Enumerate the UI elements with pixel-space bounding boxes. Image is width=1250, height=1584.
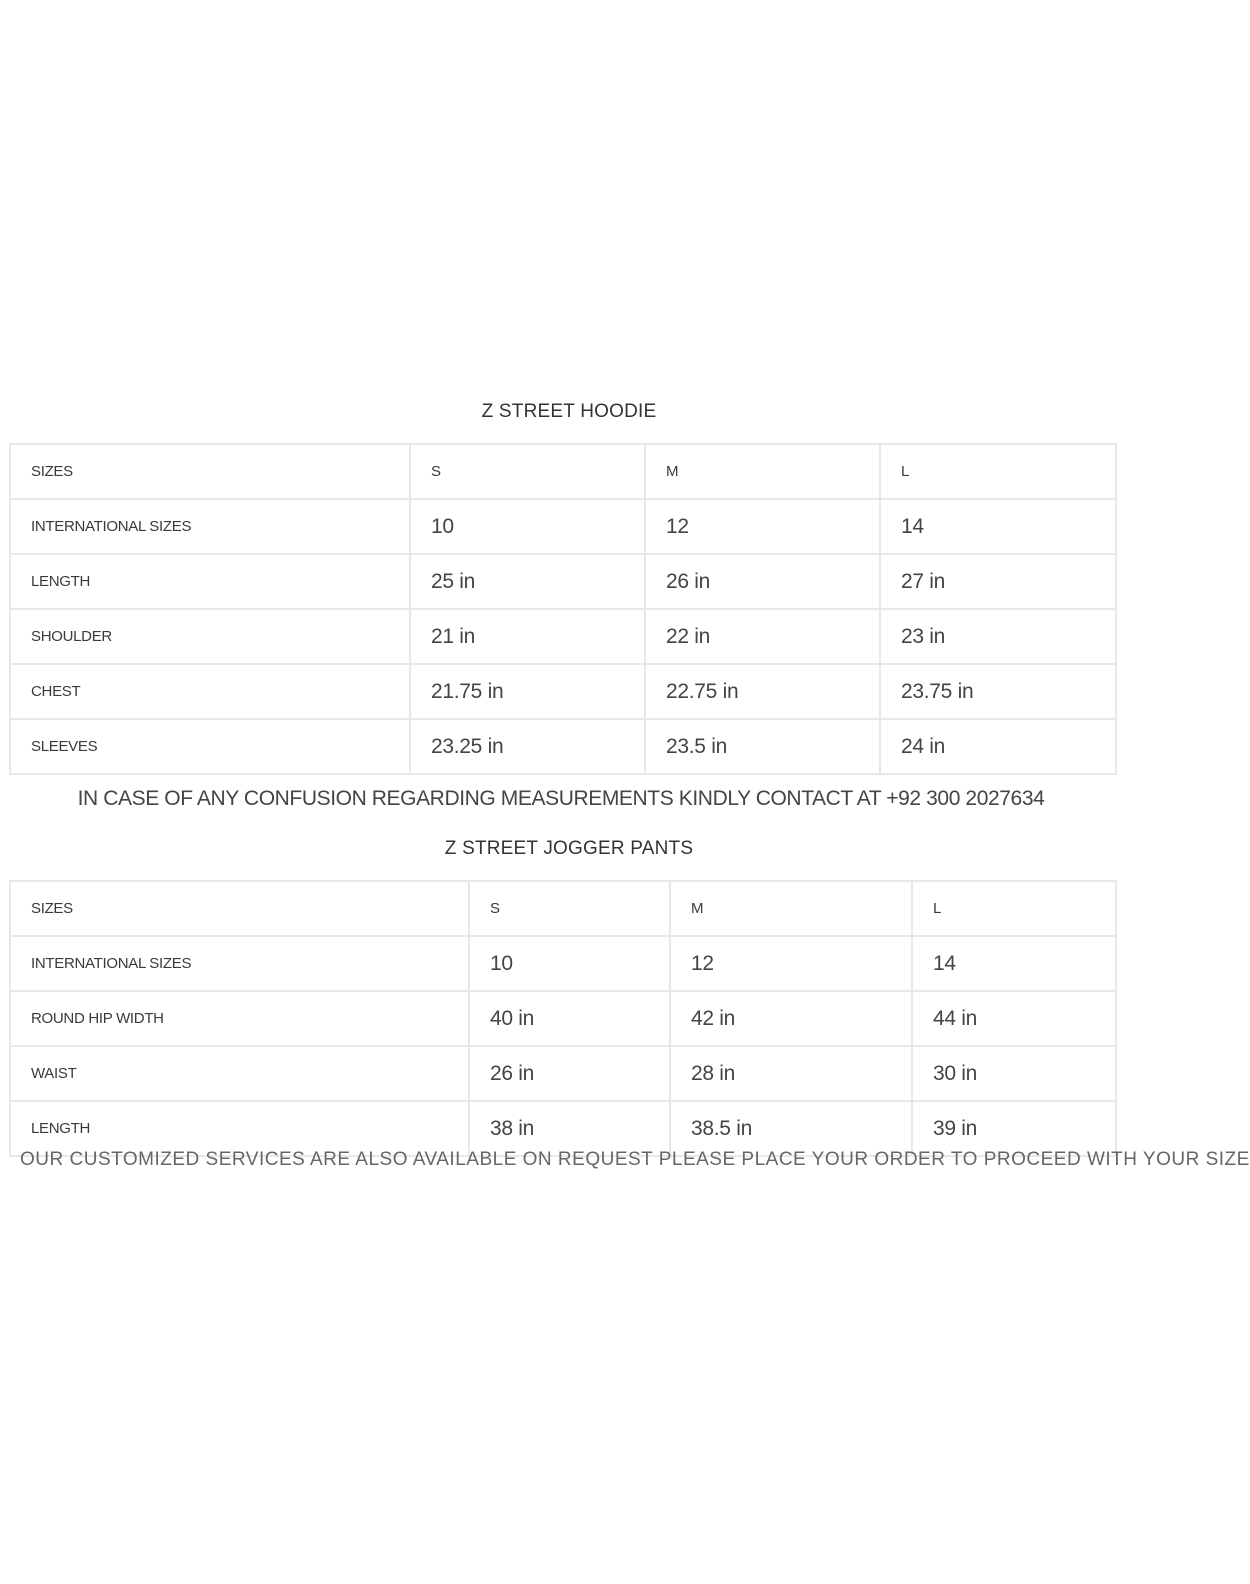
table-row	[10, 936, 1116, 991]
header-cell-sizes: SIZES	[10, 444, 410, 499]
table-row	[10, 664, 1116, 719]
cell-value-m: 28 in	[670, 1046, 912, 1101]
row-label: LENGTH	[10, 554, 410, 609]
header-cell-l: L	[912, 881, 1116, 936]
header-cell-s: S	[410, 444, 645, 499]
cutoff-text: OUR CUSTOMIZED SERVICES ARE ALSO AVAILABLE ON REQUEST PLEASE PLACE YOUR ORDER TO PROCEED WITH YOUR SIZE	[20, 1149, 1250, 1170]
cell-value-s: 23.25 in	[410, 719, 645, 774]
cell-value-l: 30 in	[912, 1046, 1116, 1101]
cutoff-text-strip	[20, 1149, 1250, 1170]
row-label: INTERNATIONAL SIZES	[10, 499, 410, 554]
table-row	[10, 1101, 1116, 1156]
row-label: LENGTH	[10, 1101, 469, 1156]
table-header-row	[10, 881, 1116, 936]
cell-value-l: 23.75 in	[880, 664, 1116, 719]
cell-value-l: 39 in	[912, 1101, 1116, 1156]
cell-value-s: 10	[469, 936, 670, 991]
row-label: SHOULDER	[10, 609, 410, 664]
table-row	[10, 991, 1116, 1046]
cell-value-m: 12	[670, 936, 912, 991]
cell-value-s: 26 in	[469, 1046, 670, 1101]
cell-value-s: 25 in	[410, 554, 645, 609]
cell-value-m: 26 in	[645, 554, 880, 609]
cell-value-m: 22.75 in	[645, 664, 880, 719]
cell-value-l: 24 in	[880, 719, 1116, 774]
jogger-title: Z STREET JOGGER PANTS	[444, 838, 694, 859]
cell-value-m: 12	[645, 499, 880, 554]
row-label: INTERNATIONAL SIZES	[10, 936, 469, 991]
cell-value-l: 14	[880, 499, 1116, 554]
header-cell-m: M	[670, 881, 912, 936]
cell-value-m: 22 in	[645, 609, 880, 664]
header-cell-l: L	[880, 444, 1116, 499]
table-row	[10, 1046, 1116, 1101]
table-row	[10, 499, 1116, 554]
header-cell-sizes: SIZES	[10, 881, 469, 936]
header-cell-s: S	[469, 881, 670, 936]
row-label: SLEEVES	[10, 719, 410, 774]
hoodie-size-table	[9, 443, 1117, 775]
cell-value-s: 40 in	[469, 991, 670, 1046]
table-row	[10, 554, 1116, 609]
table-header-row	[10, 444, 1116, 499]
cell-value-s: 21.75 in	[410, 664, 645, 719]
cell-value-m: 23.5 in	[645, 719, 880, 774]
row-label: CHEST	[10, 664, 410, 719]
cell-value-s: 10	[410, 499, 645, 554]
cell-value-l: 44 in	[912, 991, 1116, 1046]
header-cell-m: M	[645, 444, 880, 499]
row-label: WAIST	[10, 1046, 469, 1101]
cell-value-s: 38 in	[469, 1101, 670, 1156]
table-row	[10, 719, 1116, 774]
cell-value-l: 27 in	[880, 554, 1116, 609]
contact-note: IN CASE OF ANY CONFUSION REGARDING MEASUREMENTS KINDLY CONTACT AT +92 300 2027634	[77, 787, 1045, 810]
cell-value-m: 38.5 in	[670, 1101, 912, 1156]
jogger-size-table	[9, 880, 1117, 1157]
cell-value-l: 23 in	[880, 609, 1116, 664]
cell-value-s: 21 in	[410, 609, 645, 664]
cell-value-l: 14	[912, 936, 1116, 991]
cell-value-m: 42 in	[670, 991, 912, 1046]
hoodie-title: Z STREET HOODIE	[481, 401, 657, 422]
table-row	[10, 609, 1116, 664]
row-label: ROUND HIP WIDTH	[10, 991, 469, 1046]
